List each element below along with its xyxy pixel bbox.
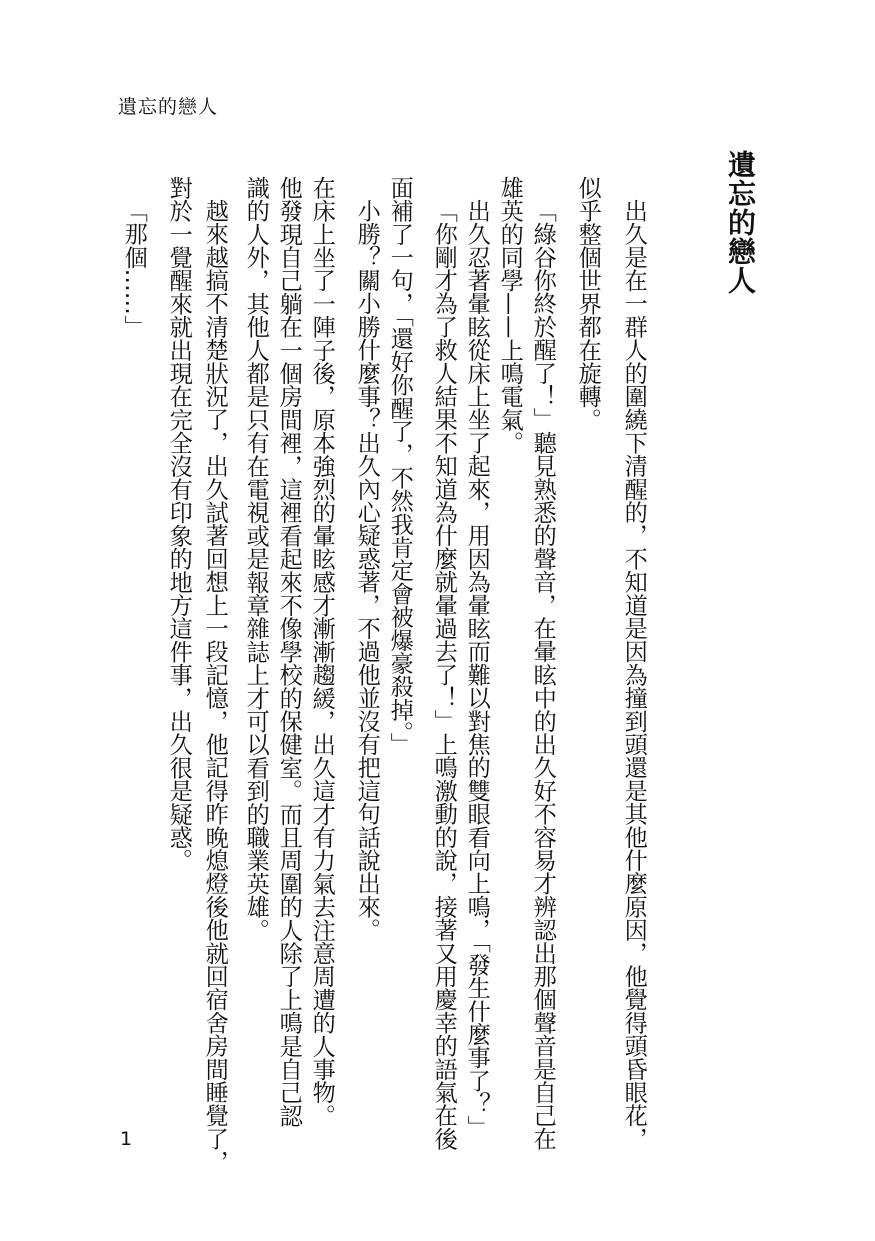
text-column: 小勝？關小勝什麼事？出久內心疑惑著，不過他並沒有把這句話說出來。 <box>353 199 381 942</box>
text-column: 「那個……」 <box>120 199 148 339</box>
text-column: 似乎整個世界都在旋轉。 <box>574 176 602 432</box>
text-column: 越來越搞不清楚狀況了，出久試著回想上一段記憶，他記得昨晚熄燈後他就回宿舍房間睡覺了， <box>201 199 229 1174</box>
text-column: 他發現自己躺在一個房間裡，這裡看起來不像學校的保健室。而且周圍的人除了上鳴是自己認 <box>275 176 303 1128</box>
page-number: 1 <box>120 1128 133 1150</box>
text-column: 雄英的同學——上鳴電氣。 <box>496 176 524 455</box>
text-column: 識的人外，其他人都是只有在電視或是報章雜誌上才可以看到的職業英雄。 <box>242 176 270 942</box>
text-column: 出久是在一群人的圍繞下清醒的，不知道是因為撞到頭還是其他什麼原因，他覺得頭昏眼花， <box>620 199 648 1151</box>
text-column: 對於一覺醒來就出現在完全沒有印象的地方這件事，出久很是疑惑。 <box>165 176 193 872</box>
running-header: 遺忘的戀人 <box>118 96 219 118</box>
text-column: 在床上坐了一陣子後，原本強烈的暈眩感才漸漸趨緩，出久這才有力氣去注意周遭的人事物。 <box>308 176 336 1128</box>
chapter-title: 遺忘的戀人 <box>724 150 757 295</box>
text-column: 「你剛才為了救人結果不知道為什麼就暈過去了！」上鳴激動的說，接著又用慶幸的語氣在後 <box>430 199 458 1151</box>
text-column: 面補了一句，「還好你醒了，不然我肯定會被爆豪殺掉。」 <box>386 176 414 756</box>
text-column: 出久忍著暈眩從床上坐了起來，用因為暈眩而難以對焦的雙眼看向上鳴，「發生什麼事了？」 <box>463 199 491 1139</box>
text-column: 「綠谷你終於醒了！」聽見熟悉的聲音，在暈眩中的出久好不容易才辨認出那個聲音是自己在 <box>529 199 557 1151</box>
